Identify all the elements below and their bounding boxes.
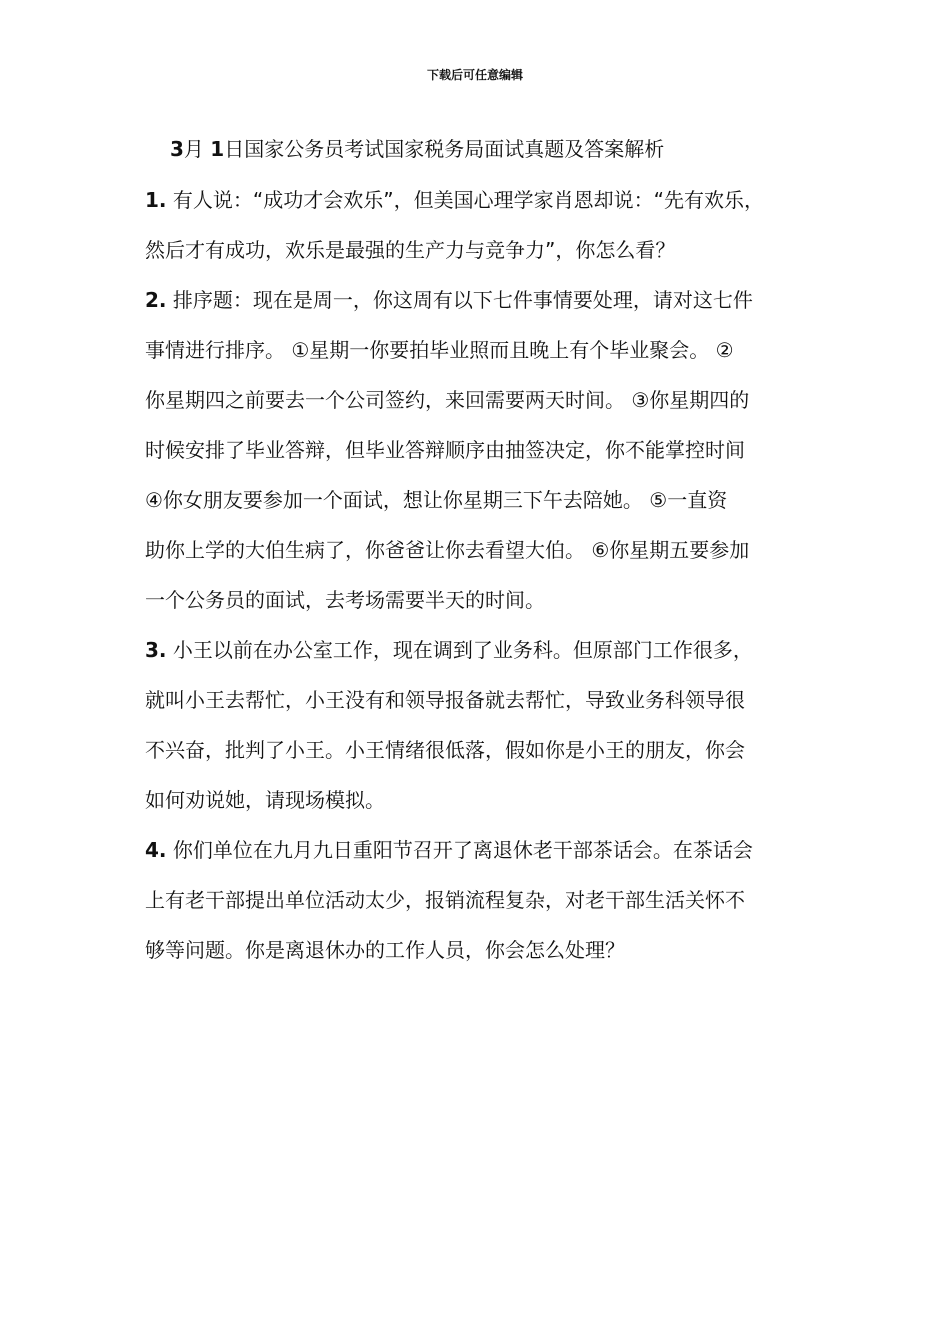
question-2-number: 2. [145,288,167,312]
question-3-number: 3. [145,638,167,662]
document-title [170,132,850,166]
question-3-line-4: 如何劝说她，请现场模拟。 [145,788,385,812]
question-1-line-2: 然后才有成功，欢乐是最强的生产力与竞争力”，你怎么看？ [145,238,676,262]
page-header: 下载后可任意编辑 [426,68,523,82]
question-3-text-line: 小王以前在办公室工作，现在调到了业务科。但原部门工作很多， [172,638,753,662]
question-3-line-1 [145,633,835,667]
question-4-line-3: 够等问题。你是离退休办的工作人员，你会怎么处理？ [145,938,625,962]
title-month-unit: 月 [183,137,204,161]
question-1-number: 1. [145,188,167,212]
question-4-line-2: 上有老干部提出单位活动太少，报销流程复杂，对老干部生活关怀不 [145,888,745,912]
question-1-text-line: 有人说：“成功才会欢乐”，但美国心理学家肖恩却说：“先有欢乐， [172,188,764,212]
question-2-text-line: 排序题：现在是周一，你这周有以下七件事情要处理，请对这七件 [172,288,753,312]
question-4-line-1 [145,833,835,867]
question-4-number: 4. [145,838,167,862]
title-day-number: 1 [210,137,225,161]
question-2-line-6: 助你上学的大伯生病了，你爸爸让你去看望大伯。 ⑥你星期五要参加 [145,538,750,562]
question-2-line-5: ④你女朋友要参加一个面试，想让你星期三下午去陪她。 ⑤一直资 [145,488,728,512]
question-3-line-3: 不兴奋，批判了小王。小王情绪很低落，假如你是小王的朋友，你会 [145,738,745,762]
question-2-line-4: 时候安排了毕业答辩，但毕业答辩顺序由抽签决定，你不能掌控时间 [145,438,745,462]
question-1-line-1 [145,183,835,217]
question-2-line-7: 一个公务员的面试，去考场需要半天的时间。 [145,588,545,612]
question-2-line-1 [145,283,835,317]
title-text: 日国家公务员考试国家税务局面试真题及答案解析 [224,137,665,161]
question-4-text-line: 你们单位在九月九日重阳节召开了离退休老干部茶话会。在茶话会 [172,838,753,862]
title-month-number: 3 [170,137,184,161]
question-2-line-3: 你星期四之前要去一个公司签约，来回需要两天时间。 ③你星期四的 [145,388,750,412]
question-2-line-2: 事情进行排序。 ①星期一你要拍毕业照而且晚上有个毕业聚会。 ② [145,338,734,362]
question-3-line-2: 就叫小王去帮忙，小王没有和领导报备就去帮忙，导致业务科领导很 [145,688,745,712]
